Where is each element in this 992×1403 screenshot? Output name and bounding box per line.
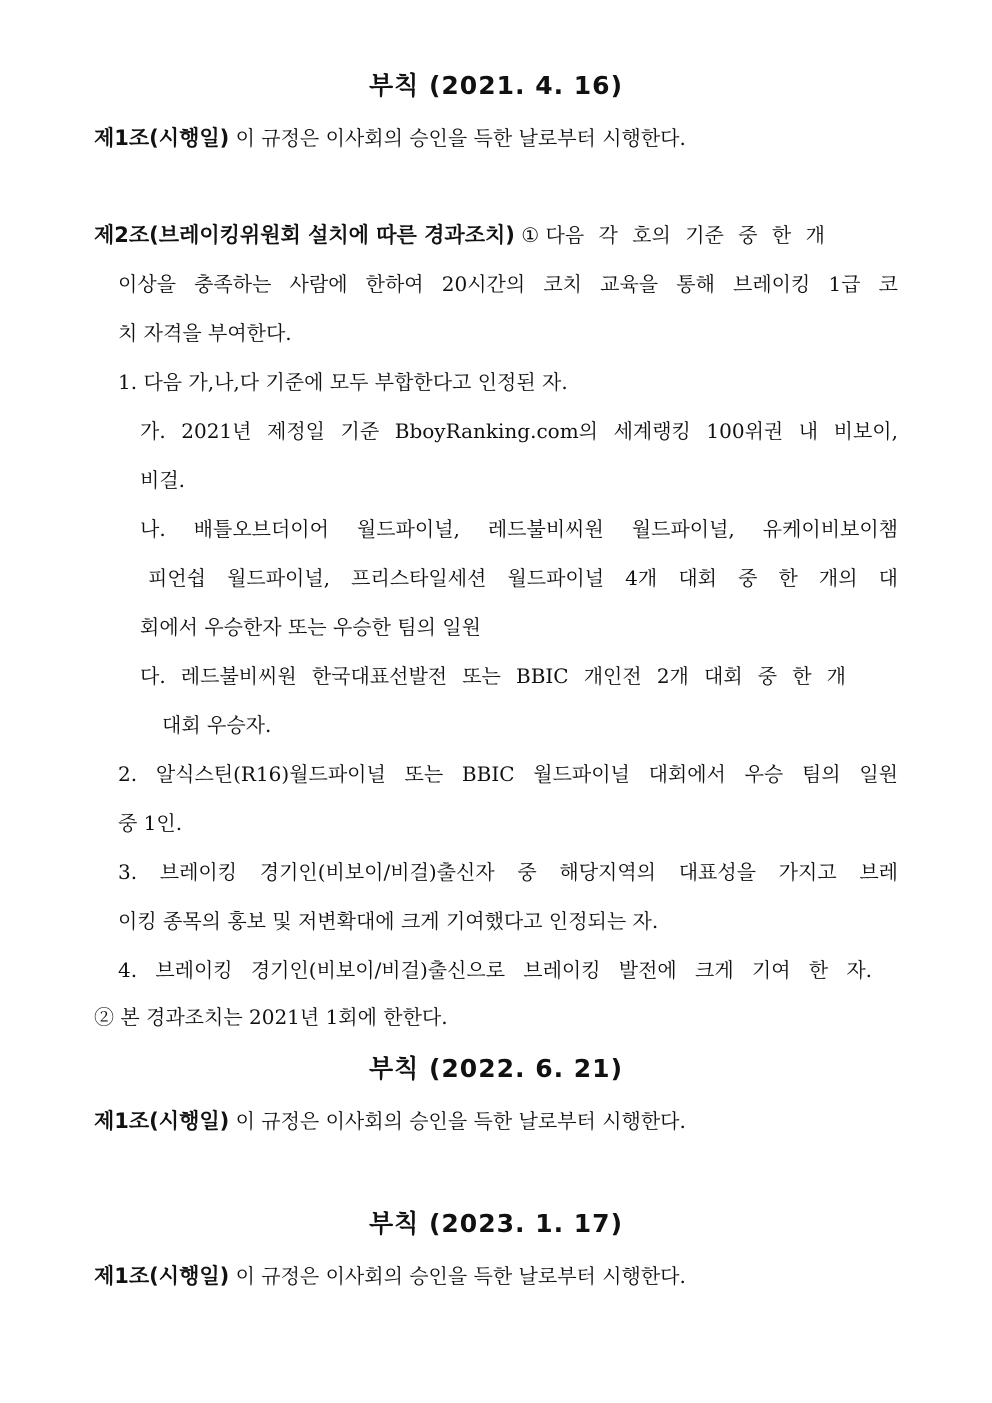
article-text: 이 규정은 이사회의 승인을 득한 날로부터 시행한다. (235, 126, 686, 150)
subitem-ga-line1: 가. 2021년 제정일 기준 BboyRanking.com의 세계랭킹 100위권 내 비보이, (140, 419, 898, 443)
paragraph-1-line2: 이상을 충족하는 사람에 한하여 20시간의 코치 교육을 통해 브레이킹 1급 코 (118, 272, 898, 296)
article-1-2023 (94, 1262, 686, 1290)
addendum-heading-2021: 부칙 (2021. 4. 16) (368, 71, 624, 100)
item-2-line1: 2. 알식스틴(R16)월드파이널 또는 BBIC 월드파이널 대회에서 우승 팀의 일원 (118, 762, 898, 786)
item-3-line2: 이킹 종목의 홍보 및 저변확대에 크게 기여했다고 인정되는 자. (118, 909, 659, 933)
item-4-line1: 4. 브레이킹 경기인(비보이/비걸)출신으로 브레이킹 발전에 크게 기여 한 자. (118, 958, 872, 982)
article-title: 제1조(시행일) (94, 1109, 230, 1133)
paragraph-2: ② 본 경과조치는 2021년 1회에 한한다. (94, 1005, 448, 1029)
article-2-title: 제2조(브레이킹위원회 설치에 따른 경과조치) (94, 223, 515, 247)
subitem-da-line2: 대회 우승자. (162, 713, 272, 737)
item-3-line1: 3. 브레이킹 경기인(비보이/비걸)출신자 중 해당지역의 대표성을 가지고 브레 (118, 860, 898, 884)
paragraph-1-line1: 다음 각 호의 기준 중 한 개 (545, 223, 825, 247)
addendum-heading-2023: 부칙 (2023. 1. 17) (368, 1209, 624, 1238)
item-2-line2: 중 1인. (118, 811, 183, 835)
addendum-heading-2022: 부칙 (2022. 6. 21) (368, 1054, 624, 1083)
subitem-na-line2: 피언쉽 월드파이널, 프리스타일세션 월드파이널 4개 대회 중 한 개의 대 (148, 566, 898, 590)
article-1-2022 (94, 1107, 686, 1135)
paragraph-1-marker: ① (521, 223, 540, 247)
article-text: 이 규정은 이사회의 승인을 득한 날로부터 시행한다. (235, 1109, 686, 1133)
article-2-first-line (94, 221, 898, 249)
subitem-na-line1: 나. 배틀오브더이어 월드파이널, 레드불비씨원 월드파이널, 유케이비보이챔 (140, 517, 898, 541)
paragraph-1-line3: 치 자격을 부여한다. (118, 321, 292, 345)
article-1-2021 (94, 124, 686, 152)
article-title: 제1조(시행일) (94, 126, 230, 150)
subitem-na-line3: 회에서 우승한자 또는 우승한 팀의 일원 (140, 615, 481, 639)
article-text: 이 규정은 이사회의 승인을 득한 날로부터 시행한다. (235, 1264, 686, 1288)
subitem-da-line1: 다. 레드불비씨원 한국대표선발전 또는 BBIC 개인전 2개 대회 중 한 개 (140, 664, 846, 688)
subitem-ga-line2: 비걸. (140, 468, 185, 492)
item-1-line1: 1. 다음 가,나,다 기준에 모두 부합한다고 인정된 자. (118, 370, 568, 394)
article-title: 제1조(시행일) (94, 1264, 230, 1288)
